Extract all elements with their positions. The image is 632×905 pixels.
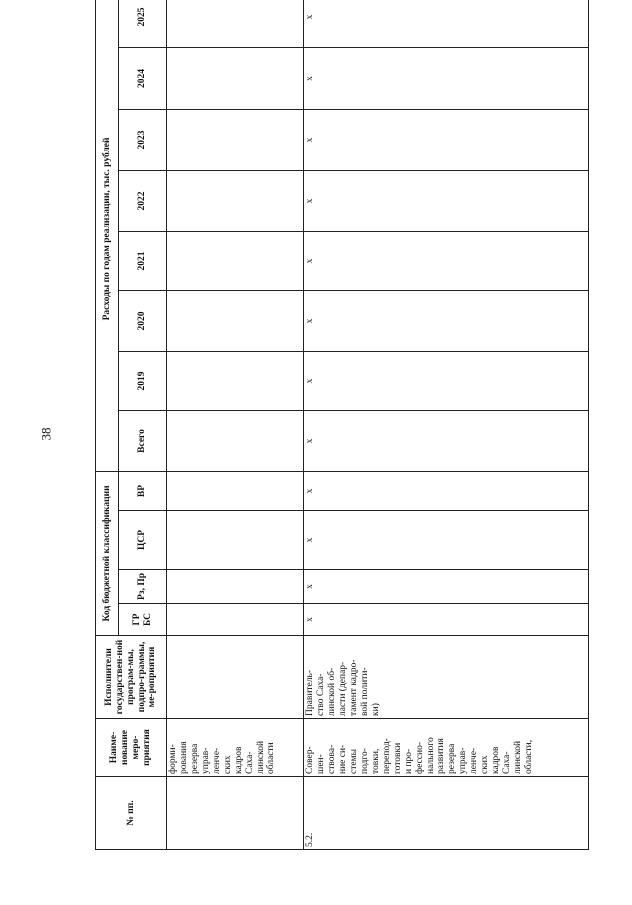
row-year-2024: х	[304, 47, 589, 109]
row-year-2025: х	[304, 0, 589, 47]
header-year-2025: 2025	[119, 0, 167, 47]
row-year-2021: х	[304, 231, 589, 290]
table-row	[167, 0, 304, 850]
header-code-vr: ВР	[119, 471, 167, 510]
row-year-2021	[167, 231, 304, 290]
header-year-2019: 2019	[119, 351, 167, 410]
row-code-vr: х	[304, 471, 589, 510]
row-num	[167, 777, 304, 850]
header-code-grbs: ГР БС	[119, 604, 167, 636]
row-name: Совер- шен- ствова- ние си- стемы подго- товки, перепод- готовки и про- фессио- нального развития резерва управ- ленче- ских кадров Саха- линской области,	[304, 719, 589, 777]
row-code-rzpr	[167, 570, 304, 604]
header-num: № пп.	[96, 777, 167, 850]
row-year-2023	[167, 109, 304, 170]
row-year-2019	[167, 351, 304, 410]
row-year-2023: х	[304, 109, 589, 170]
row-year-2020	[167, 290, 304, 351]
header-budget-code: Код бюджетной классификации	[96, 471, 119, 635]
row-year-2022	[167, 170, 304, 231]
header-year-2024: 2024	[119, 47, 167, 109]
header-expenses: Расходы по годам реализации, тыс. рублей	[96, 0, 119, 471]
header-total: Всего	[119, 410, 167, 471]
header-year-2021: 2021	[119, 231, 167, 290]
header-year-2022: 2022	[119, 170, 167, 231]
row-num: 5.2.	[304, 777, 589, 850]
row-name: форми- рования резерва управ- ленче- ских кадров Саха- линской области	[167, 719, 304, 777]
row-code-vr	[167, 471, 304, 510]
header-year-2023: 2023	[119, 109, 167, 170]
rotated-table-page	[95, 7, 589, 850]
header-year-2020: 2020	[119, 290, 167, 351]
expense-table	[95, 0, 589, 850]
page-number: 38	[38, 427, 54, 441]
row-year-2020: х	[304, 290, 589, 351]
row-total: х	[304, 410, 589, 471]
row-year-2025	[167, 0, 304, 47]
header-executor: Исполнители государствен-ной програм-мы, подпро-граммы, ме-роприятия	[96, 636, 167, 719]
row-year-2019: х	[304, 351, 589, 410]
row-code-grbs	[167, 604, 304, 636]
row-total	[167, 410, 304, 471]
header-code-rzpr: Рз, Пр	[119, 570, 167, 604]
row-code-csr: х	[304, 511, 589, 570]
row-executor	[167, 636, 304, 719]
header-code-csr: ЦСР	[119, 511, 167, 570]
row-code-rzpr: х	[304, 570, 589, 604]
row-executor: Правитель- ство Саха- линской об- ласти (депар- тамент кадро- вой полити- ки)	[304, 636, 589, 719]
row-year-2022: х	[304, 170, 589, 231]
row-year-2024	[167, 47, 304, 109]
row-code-csr	[167, 511, 304, 570]
row-code-grbs: х	[304, 604, 589, 636]
table-row	[304, 0, 589, 850]
header-name: Наиме-нование меро-приятия	[96, 719, 167, 777]
